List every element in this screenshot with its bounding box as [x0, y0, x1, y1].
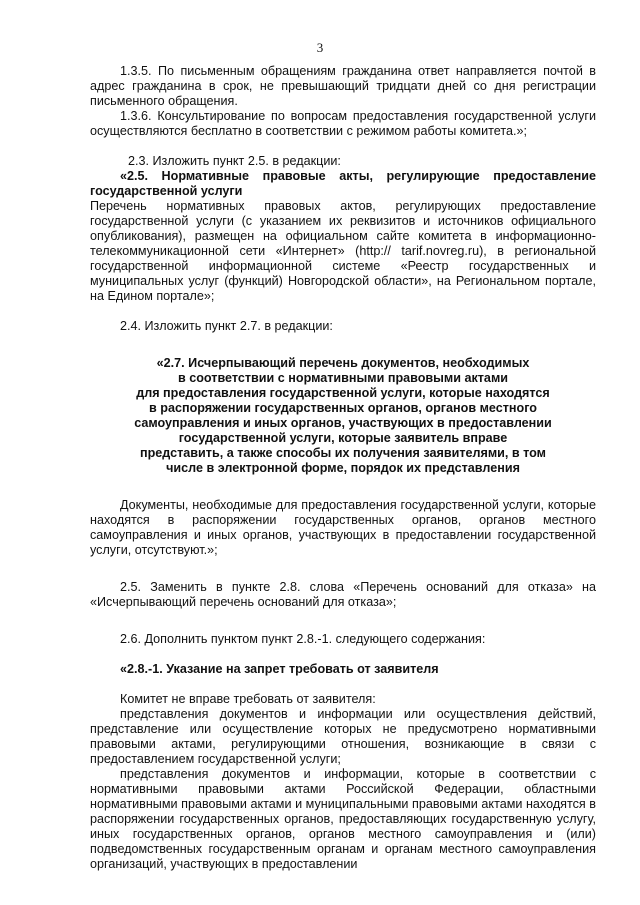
heading-2-7-line: в распоряжении государственных органов, органов местного: [149, 401, 537, 415]
paragraph-2-5-body: Перечень нормативных правовых актов, регулирующих предоставление государственной услуги (с указанием их реквизитов и источников официального опубликования), размещен на официальном сайте комитета в информационно-телекоммуникационной сети «Интернет» (http:// tarif.novreg.ru), в региональной государственной информационной системе «Реестр государственных и муниципальных услуг (функций) Новгородской области», на Региональном портале, на Едином портале»;: [90, 199, 596, 303]
paragraph-1-3-5: 1.3.5. По письменным обращениям гражданина ответ направляется почтой в адрес гражданина в срок, не превышающий тридцати дней со дня регистрации письменного обращения.: [90, 64, 596, 108]
paragraph-prohibition-2: представления документов и информации, которые в соответствии с нормативными правовыми актами Российской Федерации, областными нормативными правовыми актами и муниципальными правовыми актами находятся в распоряжении государственных органов, предоставляющих государственную услугу, иных государственных органов, органов местного самоуправления и (или) подведомственных государственным органам и органам местного самоуправления организаций, участвующих в предоставлении: [90, 767, 596, 871]
document-body: [90, 64, 596, 872]
heading-2-7-line: для предоставления государственной услуги, которые находятся: [136, 386, 550, 400]
paragraph-2-6: 2.6. Дополнить пунктом пункт 2.8.-1. следующего содержания:: [120, 632, 486, 646]
paragraph-prohibition-intro: Комитет не вправе требовать от заявителя:: [120, 692, 376, 706]
heading-2-8-1: «2.8.-1. Указание на запрет требовать от заявителя: [120, 662, 439, 676]
heading-2-5: «2.5. Нормативные правовые акты, регулирующие предоставление государственной услуги: [90, 169, 596, 198]
paragraph-2-3: 2.3. Изложить пункт 2.5. в редакции:: [128, 154, 341, 168]
paragraph-2-4: 2.4. Изложить пункт 2.7. в редакции:: [120, 319, 333, 333]
heading-2-7-line: числе в электронной форме, порядок их представления: [166, 461, 520, 475]
heading-2-7-line: «2.7. Исчерпывающий перечень документов, необходимых: [156, 356, 530, 370]
paragraph-2-7-body: Документы, необходимые для предоставления государственной услуги, которые находятся в распоряжении государственных органов, органов местного самоуправления и иных органов, участвующих в предоставлении государственной услуги, отсутствуют.»;: [90, 498, 596, 557]
paragraph-prohibition-1: представления документов и информации или осуществления действий, представление или осуществление которых не предусмотрено нормативными правовыми актами, регулирующими отношения, возникающие в связи с предоставлением государственной услуги;: [90, 707, 596, 766]
heading-2-7-line: государственной услуги, которые заявитель вправе: [178, 431, 508, 445]
page-number: 3: [316, 40, 324, 55]
paragraph-1-3-6: 1.3.6. Консультирование по вопросам предоставления государственной услуги осуществляются бесплатно в соответствии с режимом работы комитета.»;: [90, 109, 596, 138]
heading-2-7: [90, 356, 596, 476]
heading-2-7-line: самоуправления и иных органов, участвующих в предоставлении: [134, 416, 552, 430]
heading-2-7-line: представить, а также способы их получения заявителями, в том: [140, 446, 546, 460]
heading-2-7-line: в соответствии с нормативными правовыми актами: [177, 371, 508, 385]
paragraph-2-5-replace: 2.5. Заменить в пункте 2.8. слова «Перечень оснований для отказа» на «Исчерпывающий перечень оснований для отказа»;: [90, 580, 596, 609]
